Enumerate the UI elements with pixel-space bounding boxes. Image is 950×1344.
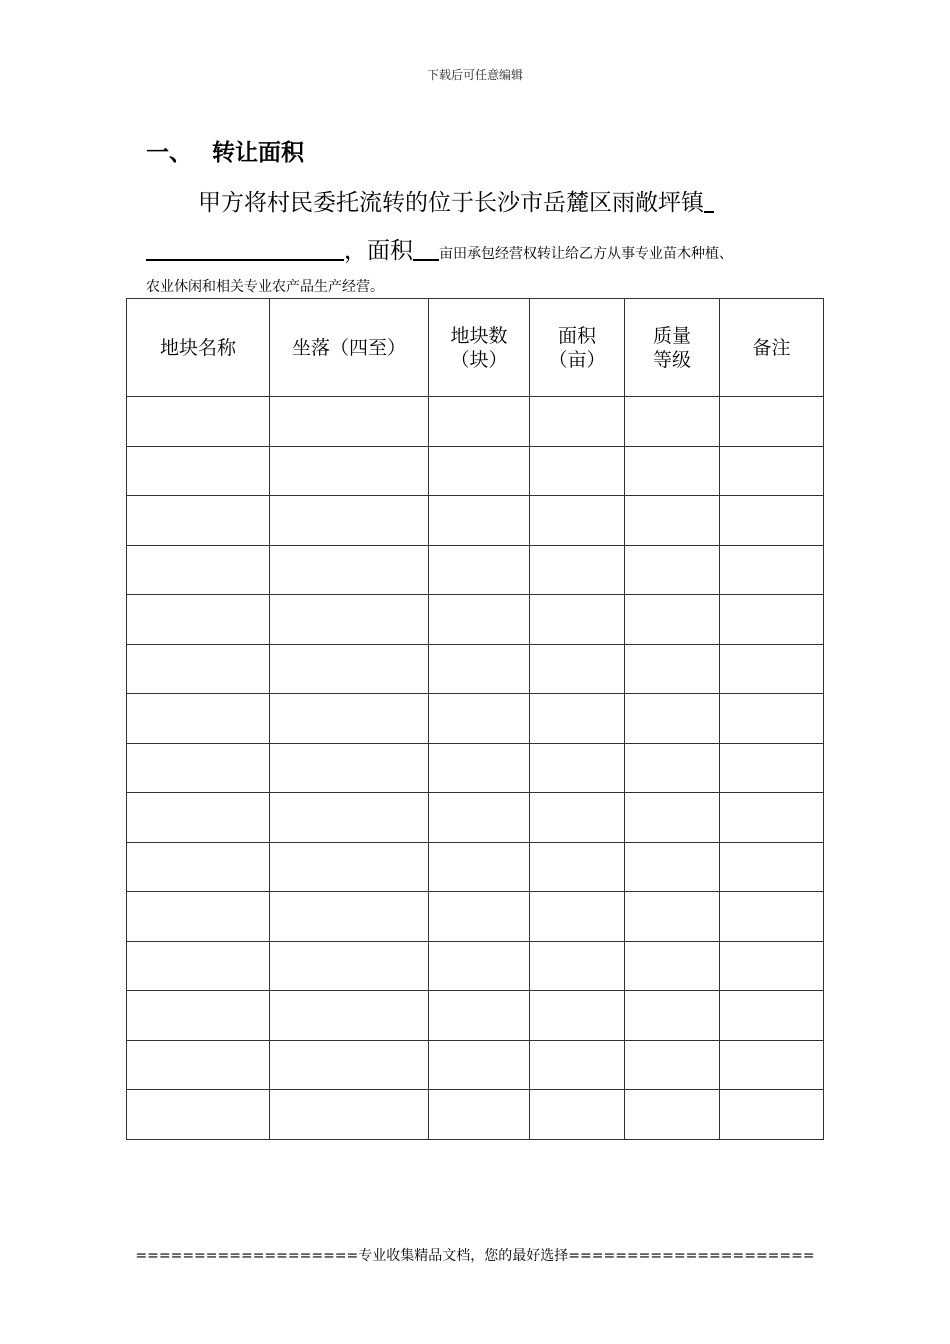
table-row <box>127 793 824 843</box>
paragraph-line-2 <box>146 232 733 265</box>
table-cell[interactable] <box>429 892 530 942</box>
table-cell[interactable] <box>720 842 824 892</box>
table-row <box>127 941 824 991</box>
table-cell[interactable] <box>270 991 429 1041</box>
table-cell[interactable] <box>429 644 530 694</box>
table-cell[interactable] <box>270 397 429 447</box>
table-cell[interactable] <box>530 644 625 694</box>
header-remarks: 备注 <box>720 299 824 397</box>
table-cell[interactable] <box>720 545 824 595</box>
table-cell[interactable] <box>127 694 270 744</box>
table-row <box>127 1040 824 1090</box>
table-cell[interactable] <box>625 991 720 1041</box>
table-row <box>127 1090 824 1140</box>
table-cell[interactable] <box>720 743 824 793</box>
table-cell[interactable] <box>270 694 429 744</box>
table-cell[interactable] <box>720 496 824 546</box>
table-cell[interactable] <box>429 397 530 447</box>
table-cell[interactable] <box>270 545 429 595</box>
table-cell[interactable] <box>720 595 824 645</box>
table-cell[interactable] <box>720 793 824 843</box>
table-cell[interactable] <box>530 496 625 546</box>
table-cell[interactable] <box>625 595 720 645</box>
paragraph-line-3: 农业休闲和相关专业农产品生产经营。 <box>146 279 384 295</box>
table-row <box>127 446 824 496</box>
table-row <box>127 991 824 1041</box>
table-cell[interactable] <box>530 743 625 793</box>
table-cell[interactable] <box>625 892 720 942</box>
table-cell[interactable] <box>625 644 720 694</box>
table-header-row <box>127 299 824 397</box>
table-cell[interactable] <box>720 991 824 1041</box>
table-cell[interactable] <box>429 793 530 843</box>
paragraph-text-1: 甲方将村民委托流转的位于长沙市岳麓区雨敞坪镇 <box>198 190 704 216</box>
table-cell[interactable] <box>127 743 270 793</box>
table-cell[interactable] <box>270 941 429 991</box>
table-cell[interactable] <box>530 1090 625 1140</box>
table-row <box>127 545 824 595</box>
table-cell[interactable] <box>530 941 625 991</box>
table-cell[interactable] <box>720 446 824 496</box>
table-cell[interactable] <box>127 842 270 892</box>
table-cell[interactable] <box>625 842 720 892</box>
table-cell[interactable] <box>625 793 720 843</box>
table-cell[interactable] <box>720 892 824 942</box>
section-heading <box>146 134 304 167</box>
table-cell[interactable] <box>429 1090 530 1140</box>
table-cell[interactable] <box>530 1040 625 1090</box>
table-cell[interactable] <box>270 743 429 793</box>
table-row <box>127 496 824 546</box>
table-cell[interactable] <box>270 595 429 645</box>
table-cell[interactable] <box>270 892 429 942</box>
table-cell[interactable] <box>429 545 530 595</box>
header-parcel-count: 地块数 （块） <box>429 299 530 397</box>
table-cell[interactable] <box>720 1090 824 1140</box>
header-area: 面积 （亩） <box>530 299 625 397</box>
table-cell[interactable] <box>720 644 824 694</box>
paragraph-line-1 <box>198 184 714 217</box>
table-cell[interactable] <box>720 1040 824 1090</box>
page-header-note: 下载后可任意编辑 <box>426 68 523 82</box>
table-cell[interactable] <box>530 397 625 447</box>
table-cell[interactable] <box>625 1090 720 1140</box>
table-cell[interactable] <box>530 694 625 744</box>
table-cell[interactable] <box>625 743 720 793</box>
table-cell[interactable] <box>270 496 429 546</box>
table-row <box>127 892 824 942</box>
table-cell[interactable] <box>270 842 429 892</box>
table-cell[interactable] <box>625 397 720 447</box>
table-cell[interactable] <box>720 694 824 744</box>
table-cell[interactable] <box>429 991 530 1041</box>
table-cell[interactable] <box>127 545 270 595</box>
table-row <box>127 842 824 892</box>
table-cell[interactable] <box>625 694 720 744</box>
table-cell[interactable] <box>625 941 720 991</box>
section-number: 一、 <box>146 140 192 166</box>
table-row <box>127 644 824 694</box>
table-cell[interactable] <box>127 941 270 991</box>
paragraph-text-2: 亩田承包经营权转让给乙方从事专业苗木种植、 <box>439 246 733 262</box>
table-cell[interactable] <box>270 793 429 843</box>
table-cell[interactable] <box>530 446 625 496</box>
table-row <box>127 694 824 744</box>
table-cell[interactable] <box>429 595 530 645</box>
table-cell[interactable] <box>270 644 429 694</box>
blank-location[interactable] <box>146 235 344 261</box>
table-cell[interactable] <box>127 892 270 942</box>
table-cell[interactable] <box>270 446 429 496</box>
table-row <box>127 595 824 645</box>
table-row <box>127 397 824 447</box>
table-cell[interactable] <box>270 1090 429 1140</box>
table-cell[interactable] <box>127 595 270 645</box>
table-cell[interactable] <box>530 545 625 595</box>
table-cell[interactable] <box>127 793 270 843</box>
table-cell[interactable] <box>720 397 824 447</box>
table-cell[interactable] <box>625 446 720 496</box>
table-cell[interactable] <box>530 842 625 892</box>
section-title: 转让面积 <box>212 140 304 166</box>
table-cell[interactable] <box>270 1040 429 1090</box>
table-cell[interactable] <box>127 991 270 1041</box>
page-footer: ===================专业收集精品文档，您的最好选择===================== <box>135 1248 815 1264</box>
table-cell[interactable] <box>625 545 720 595</box>
table-row <box>127 743 824 793</box>
table-cell[interactable] <box>429 743 530 793</box>
blank-area[interactable] <box>413 235 439 261</box>
table-cell[interactable] <box>127 496 270 546</box>
table-cell[interactable] <box>429 941 530 991</box>
table-cell[interactable] <box>429 1040 530 1090</box>
table-cell[interactable] <box>530 595 625 645</box>
table-cell[interactable] <box>127 644 270 694</box>
blank-town-start[interactable] <box>704 187 714 213</box>
table-cell[interactable] <box>530 793 625 843</box>
table-cell[interactable] <box>127 446 270 496</box>
table-cell[interactable] <box>625 496 720 546</box>
header-quality-grade: 质量 等级 <box>625 299 720 397</box>
table-cell[interactable] <box>429 496 530 546</box>
table-cell[interactable] <box>429 842 530 892</box>
table-cell[interactable] <box>429 446 530 496</box>
table-cell[interactable] <box>127 1040 270 1090</box>
table-cell[interactable] <box>530 991 625 1041</box>
table-cell[interactable] <box>429 694 530 744</box>
table-cell[interactable] <box>625 1040 720 1090</box>
header-parcel-name: 地块名称 <box>127 299 270 397</box>
table-cell[interactable] <box>530 892 625 942</box>
table-cell[interactable] <box>720 941 824 991</box>
paragraph-area-label: ，面积 <box>344 238 413 264</box>
table-cell[interactable] <box>127 1090 270 1140</box>
header-location: 坐落（四至） <box>270 299 429 397</box>
table-cell[interactable] <box>127 397 270 447</box>
land-parcel-table <box>126 298 824 1140</box>
